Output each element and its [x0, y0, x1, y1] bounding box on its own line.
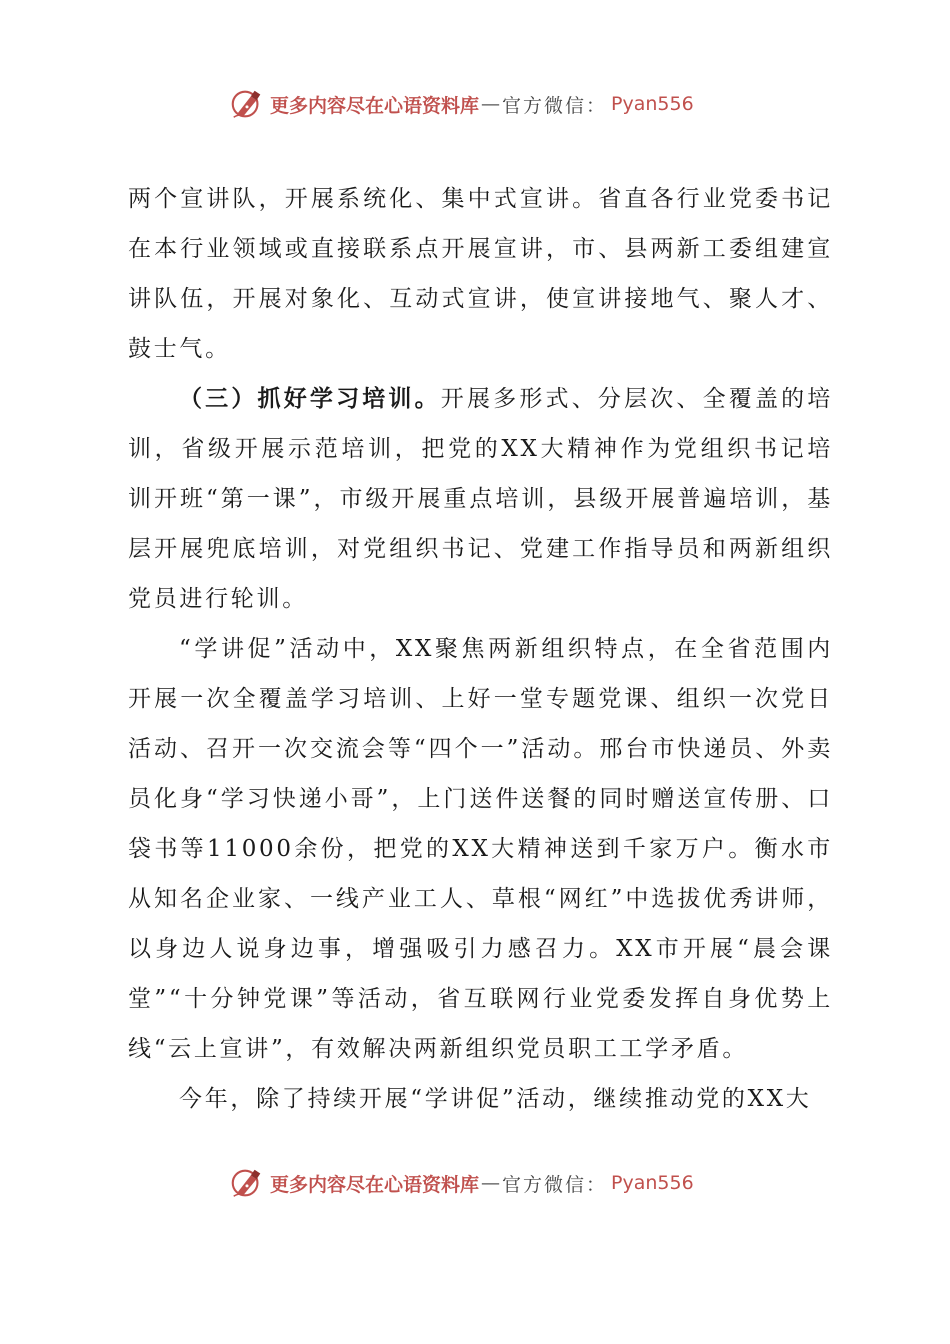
footer-separator: —	[481, 1172, 501, 1194]
pen-nib-logo-icon	[228, 1164, 266, 1202]
footer-main-text: 更多内容尽在心语资料库	[270, 1173, 480, 1196]
paragraph-4: 今年，除了持续开展“学讲促”活动，继续推动党的XX大	[179, 1086, 812, 1112]
banner-colon: ：	[586, 94, 606, 117]
footer-wechat-id: Pyan556	[611, 1172, 694, 1194]
footer-wechat-label: 官方微信	[502, 1173, 587, 1196]
section-heading: （三）抓好学习培训。	[179, 385, 441, 412]
banner-wechat-label: 官方微信	[502, 94, 587, 117]
paragraph-2-text: 开展多形式、分层次、全覆盖的培训，省级开展示范培训，把党的XX大精神作为党组织书记培训开班“第一课”，市级开展重点培训，县级开展普遍培训，基层开展兜底培训，对党组织书记、党建工作指导员和两新组织党员进行轮训。	[128, 386, 834, 612]
banner-main-text: 更多内容尽在心语资料库	[270, 94, 480, 117]
footer-colon: ：	[586, 1173, 606, 1196]
header-banner	[228, 84, 748, 124]
paragraph-3: “学讲促”活动中，XX聚焦两新组织特点，在全省范围内开展一次全覆盖学习培训、上好一堂专题党课、组织一次党日活动、召开一次交流会等“四个一”活动。邢台市快递员、外卖员化身“学习快递小哥”，上门送件送餐的同时赠送宣传册、口袋书等11000余份，把党的XX大精神送到千家万户。衡水市从知名企业家、一线产业工人、草根“网红”中选拔优秀讲师，以身边人说身边事，增强吸引力感召力。XX市开展“晨会课堂”“十分钟党课”等活动，省互联网行业党委发挥自身优势上线“云上宣讲”，有效解决两新组织党员职工工学矛盾。	[128, 636, 833, 1062]
footer-banner	[228, 1163, 748, 1203]
paragraph-1: 两个宣讲队，开展系统化、集中式宣讲。省直各行业党委书记在本行业领域或直接联系点开展宣讲，市、县两新工委组建宣讲队伍，开展对象化、互动式宣讲，使宣讲接地气、聚人才、鼓士气。	[128, 186, 833, 362]
document-body	[128, 174, 833, 1124]
pen-nib-logo-icon	[228, 85, 266, 123]
paragraph-2	[128, 374, 833, 624]
banner-wechat-id: Pyan556	[611, 93, 694, 115]
banner-separator: —	[481, 93, 501, 115]
